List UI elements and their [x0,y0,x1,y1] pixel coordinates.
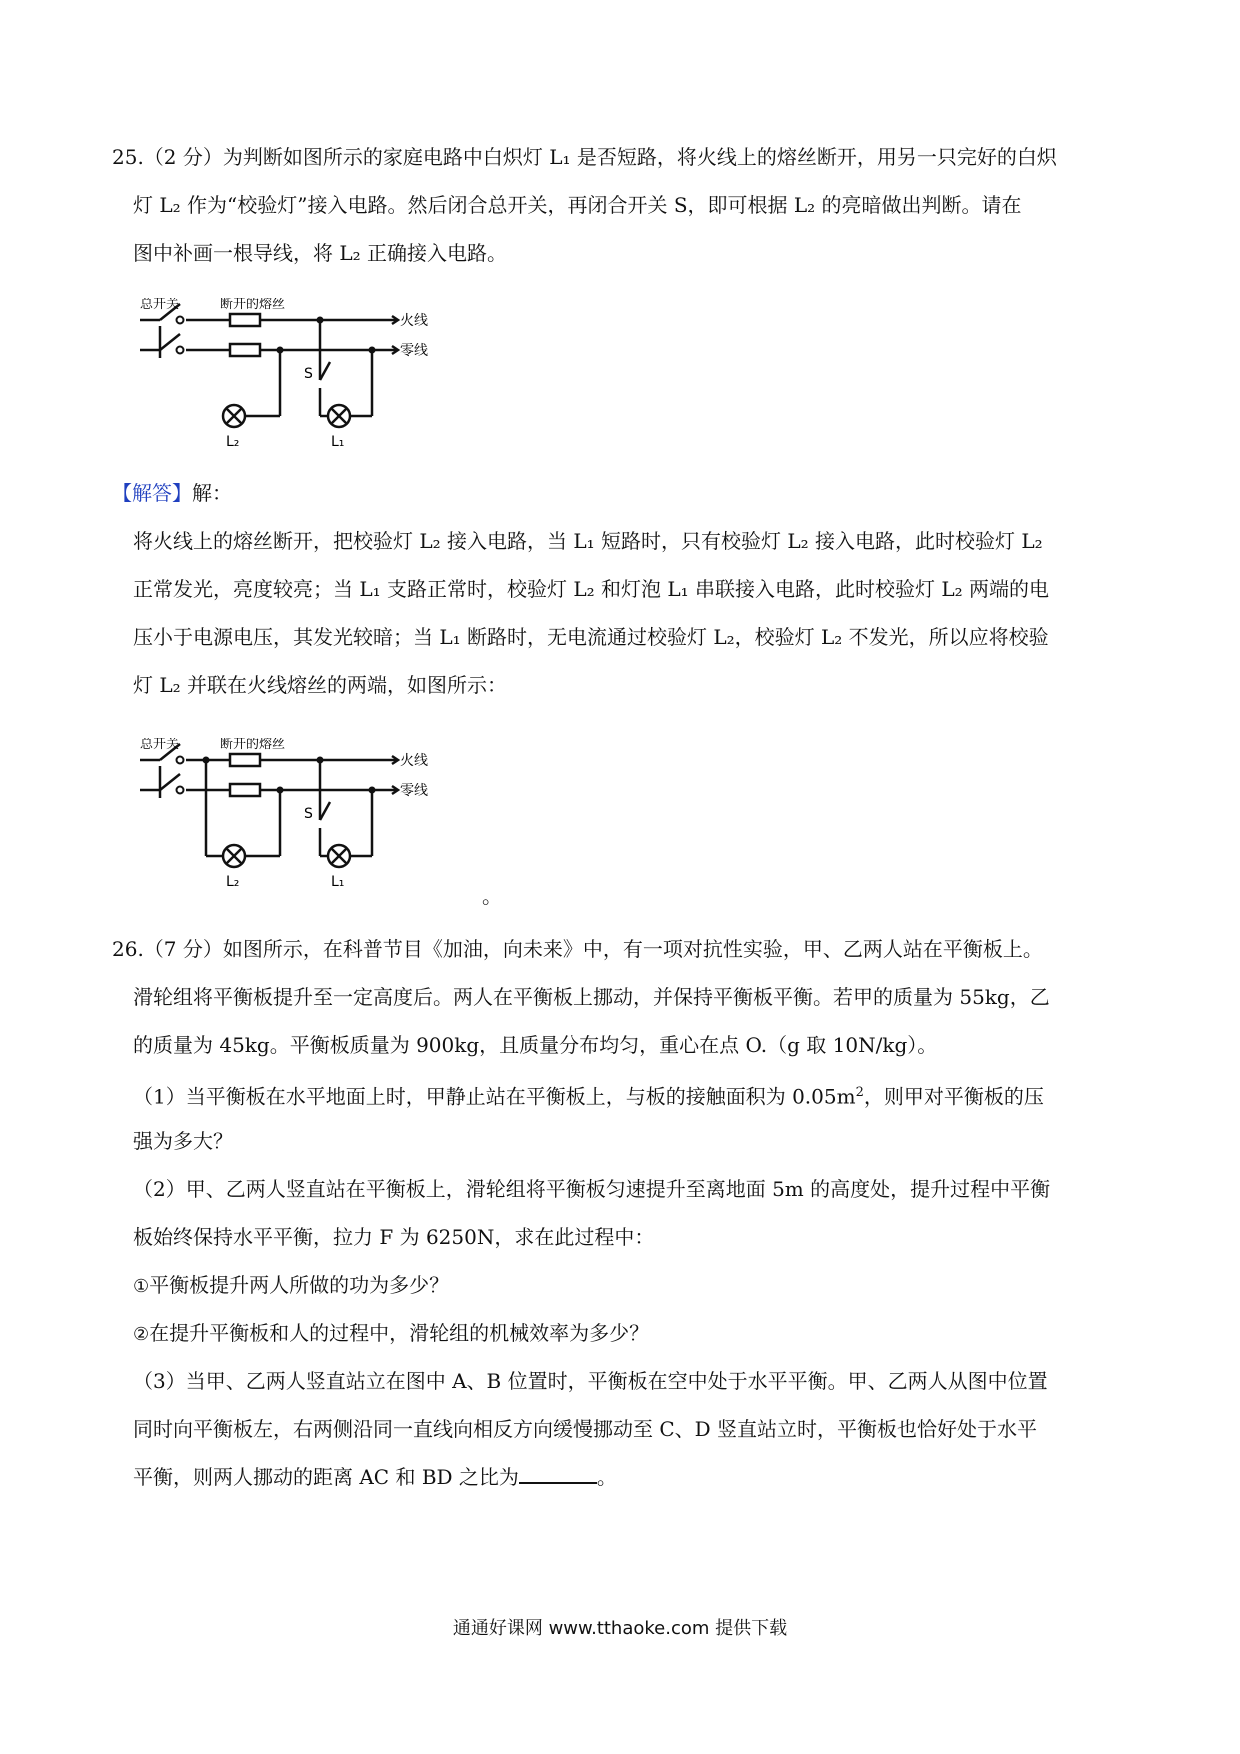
label-lamp-l2: L₂ [226,874,240,888]
q26-part2-sub-1-number: ① [133,1276,150,1297]
label-switch-s: S [304,366,313,382]
label-live-wire: 火线 [400,313,428,329]
circuit-diagram-answer [140,738,480,888]
q26-part2-sub-1-text: 平衡板提升两人所做的功为多少？ [149,1273,450,1297]
q26-line-2: 滑轮组将平衡板提升至一定高度后。两人在平衡板上挪动，并保持平衡板平衡。若甲的质量为 55kg，乙 [133,985,1050,1009]
label-lamp-l1: L₁ [331,874,345,888]
q25-line-1: 25.（2 分）为判断如图所示的家庭电路中白炽灯 L₁ 是否短路，将火线上的熔丝断开，用另一只完好的白炽 [112,145,1057,169]
q26-part1-superscript: 2 [855,1085,864,1100]
q26-part2-sub-2-text: 在提升平衡板和人的过程中，滑轮组的机械效率为多少？ [149,1321,650,1345]
answer25-line-2: 正常发光，亮度较亮；当 L₁ 支路正常时，校验灯 L₂ 和灯泡 L₁ 串联接入电路，此时校验灯 L₂ 两端的电 [133,577,1050,601]
answer25-line-4: 灯 L₂ 并联在火线熔丝的两端，如图所示： [133,673,508,697]
label-neutral-wire: 零线 [400,783,428,799]
q26-part1-line-2: 强为多大？ [133,1129,233,1153]
q26-part3-line-1: （3）当甲、乙两人竖直站立在图中 A、B 位置时，平衡板在空中处于水平平衡。甲、乙两人从图中位置 [133,1369,1048,1393]
answer25-line-1: 将火线上的熔丝断开，把校验灯 L₂ 接入电路，当 L₁ 短路时，只有校验灯 L₂ 接入电路，此时校验灯 L₂ [133,529,1043,553]
q26-part3-text-a: 平衡，则两人挪动的距离 AC 和 BD 之比为 [133,1465,519,1489]
q26-part3-line-3 [133,1453,1131,1501]
q26-part1-line-1 [133,1069,1131,1121]
label-broken-fuse: 断开的熔丝 [220,738,286,752]
page-footer: 通通好课网 www.tthaoke.com 提供下载 [452,1618,788,1639]
q26-part2-sub-2 [133,1309,1131,1359]
label-lamp-l2: L₂ [226,434,240,448]
q25-line-2: 灯 L₂ 作为“校验灯”接入电路。然后闭合总开关，再闭合开关 S，即可根据 L₂ 的亮暗做出判断。请在 [133,193,1022,217]
label-main-switch: 总开关 [140,298,180,312]
label-broken-fuse: 断开的熔丝 [220,298,286,312]
figure-end-mark: 。 [482,884,502,908]
answer25-line-3: 压小于电源电压，其发光较暗；当 L₁ 断路时，无电流通过校验灯 L₂，校验灯 L₂ 不发光，所以应将校验 [133,625,1049,649]
label-lamp-l1: L₁ [331,434,345,448]
circuit-diagram-question [140,298,480,448]
label-switch-s: S [304,806,313,822]
answer-tag: 【解答】 [112,481,192,505]
q26-part2-line-2: 板始终保持水平平衡，拉力 F 为 6250N，求在此过程中： [133,1225,655,1249]
q25-line-3: 图中补画一根导线，将 L₂ 正确接入电路。 [133,241,508,265]
q26-part3-text-b: 。 [596,1465,617,1489]
q26-part2-sub-1 [133,1261,1131,1311]
label-live-wire: 火线 [400,753,428,769]
q26-part2-line-1: （2）甲、乙两人竖直站在平衡板上，滑轮组将平衡板匀速提升至离地面 5m 的高度处，提升过程中平衡 [133,1177,1051,1201]
label-main-switch: 总开关 [140,738,180,752]
answer-prefix: 解： [192,481,232,505]
label-neutral-wire: 零线 [400,343,428,359]
answer25-header [112,469,1132,517]
q26-line-1: 26.（7 分）如图所示，在科普节目《加油，向未来》中，有一项对抗性实验，甲、乙两人站在平衡板上。 [112,937,1043,961]
q26-part3-line-2: 同时向平衡板左，右两侧沿同一直线向相反方向缓慢挪动至 C、D 竖直站立时，平衡板也恰好处于水平 [133,1417,1038,1441]
q26-part2-sub-2-number: ② [133,1324,150,1345]
q26-part1-text-b: ，则甲对平衡板的压 [863,1084,1044,1109]
q26-part1-text-a: （1）当平衡板在水平地面上时，甲静止站在平衡板上，与板的接触面积为 0.05m [133,1084,856,1109]
q26-line-3: 的质量为 45kg。平衡板质量为 900kg，且质量分布均匀，重心在点 O.（g 取 10N/kg）。 [133,1033,938,1057]
answer-blank[interactable] [519,1464,597,1484]
